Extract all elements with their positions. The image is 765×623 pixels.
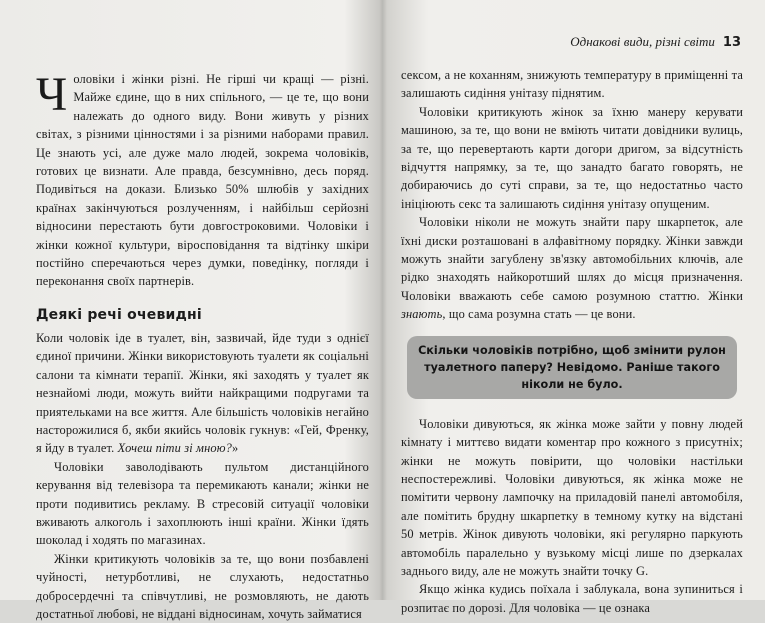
paragraph-toilet-b: » [231,441,239,456]
right-page [383,0,765,615]
paragraph-toilet [36,329,369,458]
paragraph-socks-a: Чоловіки ніколи не можуть знайти пару шкарпеток, але їхні диски розташовані в алфавітному порядку. Жінки завжди можуть знайти загублену зв'язку автомобільних ключів, але рідко знаходять найкоротший шлях до місця призначення. Чоловіки вважають себе самою розумною статтю. Жінки [401,215,743,303]
intro-text: оловіки і жінки різні. Не гірші чи кращі — різні. Майже єдине, що в них спільного, — це те, що вони належать до одного виду. Вони живуть у різних світах, з різними цінностями і за різними наборами правил. Це знають усі, але дуже мало людей, зокрема чоловіків, готових це визнати. Але правда, безсумнівно, десь поряд. Подивіться на докази. Близько 50% шлюбів у західних країнах закінчуються розлученням, і найбільш серйозні відносини перестають бути довгостроковими. Чоловіки і жінки кожної культури, віросповідання та відтінку шкіри постійно сперечаються через думки, поведінку, погляди і переконання своїх партнерів. [36,72,369,289]
paragraph-toilet-em: Хочеш піти зі мною? [117,441,232,456]
paragraph-continued: сексом, а не коханням, знижують температуру в приміщенні та залишають сидіння унітазу піднятим. [401,68,743,101]
paragraph-socks [401,213,743,323]
joke-callout: Скільки чоловіків потрібно, щоб змінити рулон туалетного паперу? Невідомо. Раніше такого ніколи не було. [407,336,737,399]
header-title: Однакові види, різні світи [570,34,715,49]
paragraph-observation: Чоловіки дивуються, як жінка може зайти у повну людей кімнату і миттєво видати коментар про кожного з присутніх; жінки не можуть повірити, що чоловіки настільки неспостережливі. Чоловіки дивуються, як жінка може не помітити червону лампочку на приладовій панелі автомобіля, але помітить брудну шкарпетку в темному кутку на відстані 50 метрів. Жінок дивують чоловіки, які регулярно паркують автомобіль паралельно у вузькому місці лише по дзеркалах заднього виду, але не можуть знайти точку G. [401,416,743,578]
intro-paragraph [36,70,369,291]
paragraph-criticism: Жінки критикують чоловіків за те, що вони позбавлені чуйності, нетурботливі, не слухають, недостатньо добросердечні та співчутливі, не розмовляють, не дають достатньої любові, не віддані відносинам, хочуть займатися [36,551,369,621]
paragraph-remote: Чоловіки заволодівають пультом дистанційного керування від телевізора та перемикають канали; жінки не проти подивитись рекламу. В стресовій ситуації чоловіки вживають алкоголь і захоплюють інші країни. Жінки їдять шоколад і ходять по магазинах. [36,459,369,548]
paragraph-toilet-a: Коли чоловік іде в туалет, він, зазвичай, йде туди з однієї єдиної причини. Жінки використовують туалети як соціальні салони та кімнати терапії. Жінки, які заходять у туалет як незнайомі люди, можуть вийти найкращими подругами та приятельками на все життя. Але більшість чоловіків негайно насторожилися б, якби якийсь чоловік гукнув: «Гей, Френку, я йду в туалет. [36,330,369,456]
page-number: 13 [722,35,741,50]
running-header [570,34,741,50]
paragraph-driving: Чоловіки критикують жінок за їхню манеру керувати машиною, за те, що вони не вміють читати довідники вулиць, за те, що перевертають карти догори дригом, за відсутність відчуття напрямку, за те, що занадто багато говорять, не добираючись до суті справи, за те, що недостатньо часто ініціюють секс та залишають сидіння унітазу опущеним. [401,104,743,211]
drop-cap: Ч [36,68,68,121]
left-page [0,0,383,621]
section-title: Деякі речі очевидні [36,306,202,323]
paragraph-socks-em: знають [401,307,443,322]
paragraph-lost: Якщо жінка кудись поїхала і заблукала, вона зупиниться і розпитає по дорозі. Для чоловіка — це ознака [401,582,743,615]
paragraph-socks-b: , що сама розумна стать — це вони. [442,307,636,322]
